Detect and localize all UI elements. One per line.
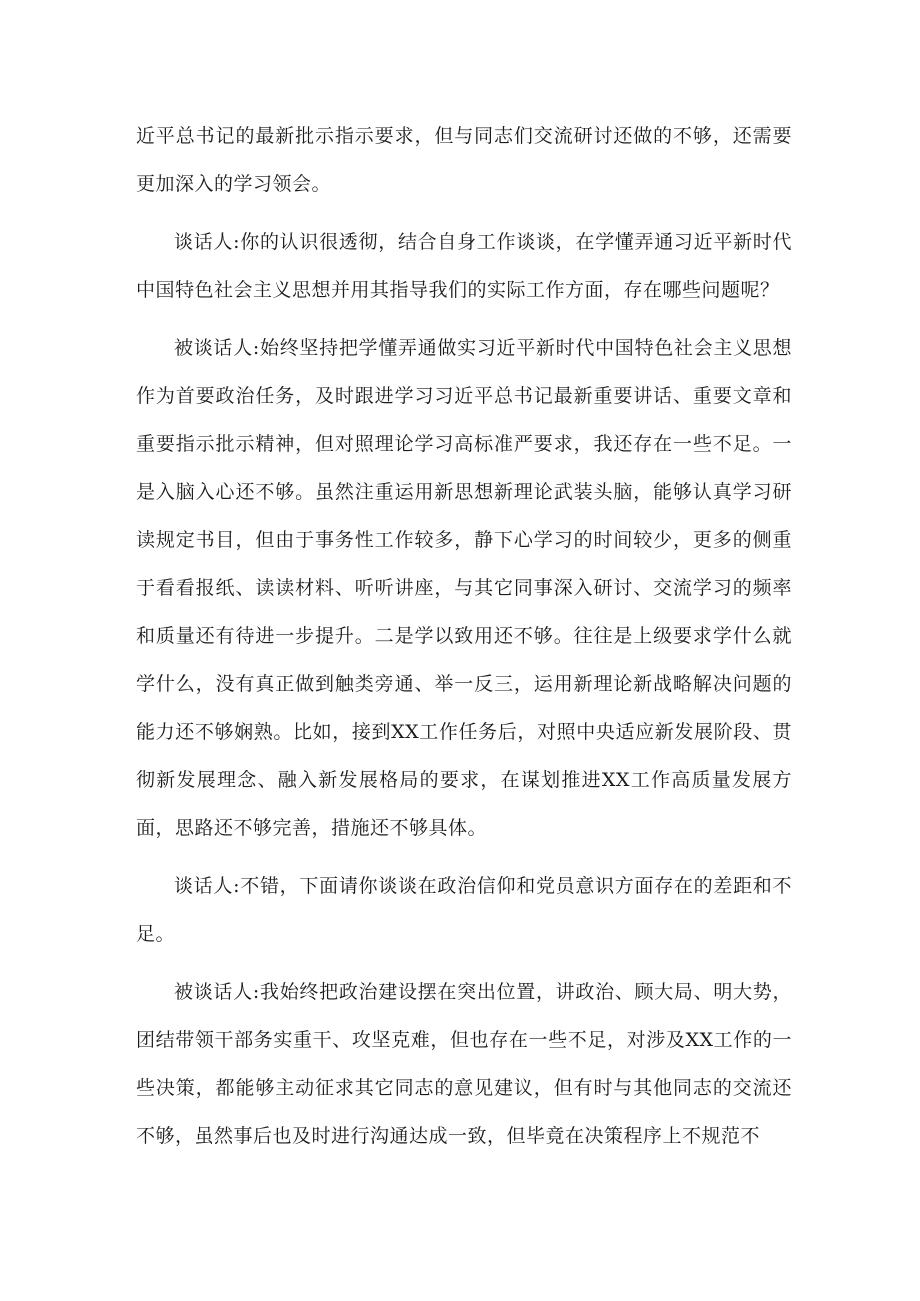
document-body [136,112,792,1170]
speaker-label: 被谈话人: [174,981,260,1003]
paragraph-interviewee-answer-1 [136,324,792,852]
speaker-label: 谈话人: [174,231,241,253]
paragraph-interviewee-answer-2 [136,968,792,1160]
paragraph-text: 不错，下面请你谈谈在政治信仰和党员意识方面存在的差距和不足。 [136,875,792,945]
paragraph-text: 近平总书记的最新批示指示要求，但与同志们交流研讨还做的不够，还需要更加深入的学习领会。 [136,125,792,195]
paragraph-text: 始终坚持把学懂弄通做实习近平新时代中国特色社会主义思想作为首要政治任务，及时跟进学习习近平总书记最新重要讲话、重要文章和重要指示批示精神，但对照理论学习高标准严要求，我还存在一些不足。一是入脑入心还不够。虽然注重运用新思想新理论武装头脑，能够认真学习研读规定书目，但由于事务性工作较多，静下心学习的时间较少，更多的侧重于看看报纸、读读材料、听听讲座，与其它同事深入研讨、交流学习的频率和质量还有待进一步提升。二是学以致用还不够。往往是上级要求学什么就学什么，没有真正做到触类旁通、举一反三，运用新理论新战略解决问题的能力还不够娴熟。比如，接到XX工作任务后，对照中央适应新发展阶段、贯彻新发展理念、融入新发展格局的要求，在谋划推进XX工作高质量发展方面，思路还不够完善，措施还不够具体。 [136,337,792,839]
paragraph-interviewer-question-2 [136,862,792,958]
speaker-label: 被谈话人: [174,337,260,359]
paragraph-text: 我始终把政治建设摆在突出位置，讲政治、顾大局、明大势，团结带领干部务实重干、攻坚克难，但也存在一些不足，对涉及XX工作的一些决策，都能够主动征求其它同志的意见建议，但有时与其他同志的交流还不够，虽然事后也及时进行沟通达成一致，但毕竟在决策程序上不规范不 [136,981,792,1147]
paragraph-interviewer-question-1 [136,218,792,314]
paragraph-continuation [136,112,792,208]
speaker-label: 谈话人: [174,875,241,897]
paragraph-text: 你的认识很透彻，结合自身工作谈谈，在学懂弄通习近平新时代中国特色社会主义思想并用其指导我们的实际工作方面，存在哪些问题呢？ [136,231,792,301]
